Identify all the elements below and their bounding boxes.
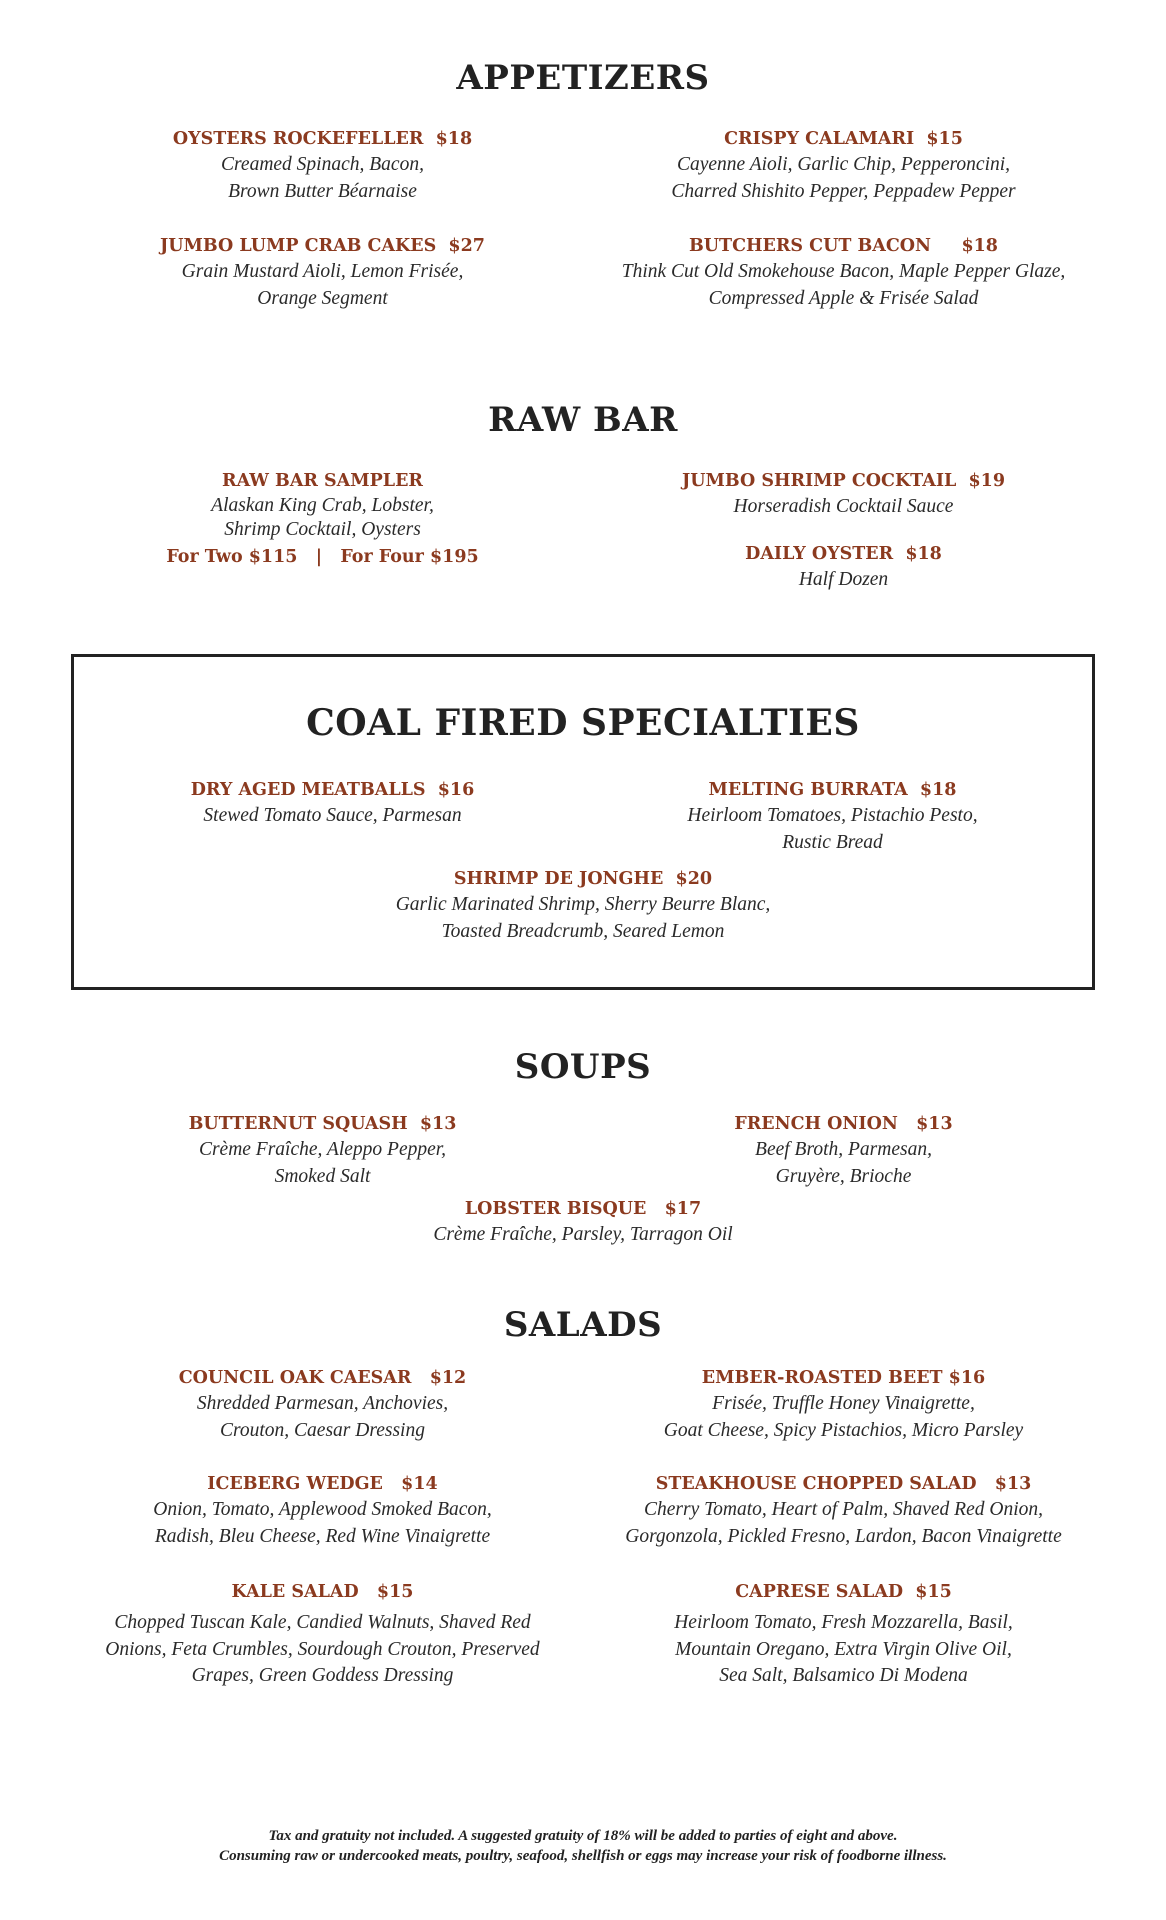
- item-name: SHRIMP DE JONGHE $20: [453, 869, 713, 889]
- item-description: Onions, Feta Crumbles, Sourdough Crouton, Preserved: [105, 1638, 540, 1660]
- item-description: Compressed Apple & Frisée Salad: [708, 287, 979, 309]
- item-name: CAPRESE SALAD $15: [735, 1582, 952, 1602]
- item-description: Crème Fraîche, Parsley, Tarragon Oil: [433, 1224, 733, 1245]
- item-name: BUTCHERS CUT BACON $18: [689, 236, 998, 256]
- item-description: Onion, Tomato, Applewood Smoked Bacon,: [153, 1499, 492, 1520]
- section-title-coal-fired-specialties: COAL FIRED SPECIALTIES: [306, 702, 860, 744]
- item-description: Gorgonzola, Pickled Fresno, Lardon, Bacon Vinaigrette: [625, 1525, 1062, 1547]
- menu-item-iceberg-wedge: [75, 1471, 570, 1550]
- item-description: Radish, Bleu Cheese, Red Wine Vinaigrette: [154, 1525, 491, 1547]
- item-description: Cherry Tomato, Heart of Palm, Shaved Red Onion,: [644, 1499, 1043, 1520]
- menu-item-raw-bar-sampler: [75, 468, 570, 570]
- item-name: BUTTERNUT SQUASH $13: [188, 1114, 457, 1134]
- item-description: Shredded Parmesan, Anchovies,: [196, 1393, 449, 1414]
- item-name: KALE SALAD $15: [231, 1582, 414, 1602]
- item-description: Stewed Tomato Sauce, Parmesan: [203, 805, 462, 826]
- item-description: Grain Mustard Aioli, Lemon Frisée,: [181, 261, 464, 282]
- item-description: Brown Butter Béarnaise: [228, 180, 417, 202]
- item-description: Heirloom Tomato, Fresh Mozzarella, Basil,: [674, 1612, 1013, 1633]
- menu-item-shrimp-de-jonghe: [283, 866, 883, 945]
- item-description: Shrimp Cocktail, Oysters: [224, 519, 421, 540]
- item-name: DRY AGED MEATBALLS $16: [190, 780, 475, 800]
- item-description: Charred Shishito Pepper, Peppadew Pepper: [671, 180, 1016, 202]
- item-name: JUMBO LUMP CRAB CAKES $27: [160, 236, 485, 256]
- menu-item-lobster-bisque: [283, 1196, 883, 1249]
- item-name: COUNCIL OAK CAESAR $12: [178, 1368, 467, 1388]
- item-description: Alaskan King Crab, Lobster,: [211, 495, 434, 516]
- section-title-soups: SOUPS: [514, 1047, 652, 1087]
- item-description: Grapes, Green Goddess Dressing: [191, 1665, 454, 1686]
- item-description: Half Dozen: [798, 569, 889, 590]
- menu-item-french-onion: [596, 1111, 1091, 1190]
- menu-item-crispy-calamari: [596, 126, 1091, 205]
- item-description: Beef Broth, Parmesan,: [755, 1139, 932, 1160]
- item-description: Heirloom Tomatoes, Pistachio Pesto,: [687, 805, 978, 826]
- item-name: RAW BAR SAMPLER: [222, 471, 423, 491]
- item-description: Think Cut Old Smokehouse Bacon, Maple Pepper Glaze,: [621, 261, 1066, 282]
- item-description: Orange Segment: [257, 287, 388, 309]
- menu-item-kale-salad: [75, 1579, 570, 1690]
- item-name: FRENCH ONION $13: [734, 1114, 953, 1134]
- item-description: Creamed Spinach, Bacon,: [221, 154, 424, 175]
- item-name: JUMBO SHRIMP COCKTAIL $19: [681, 471, 1006, 491]
- item-name: DAILY OYSTER $18: [745, 544, 942, 564]
- item-description: Crème Fraîche, Aleppo Pepper,: [198, 1139, 447, 1160]
- item-name: CRISPY CALAMARI $15: [724, 129, 963, 149]
- item-description: Mountain Oregano, Extra Virgin Olive Oil,: [675, 1638, 1012, 1660]
- menu-item-oysters-rockefeller: [75, 126, 570, 205]
- section-title-appetizers: APPETIZERS: [456, 58, 710, 98]
- menu-item-caprese-salad: [596, 1579, 1091, 1690]
- item-description: Horseradish Cocktail Sauce: [733, 496, 954, 517]
- menu-item-crab-cakes: [75, 233, 570, 312]
- menu-item-council-oak-caesar: [75, 1365, 570, 1444]
- item-name: OYSTERS ROCKEFELLER $18: [172, 129, 473, 149]
- item-name: LOBSTER BISQUE $17: [464, 1199, 702, 1219]
- item-description: Garlic Marinated Shrimp, Sherry Beurre Blanc,: [395, 894, 771, 915]
- menu-item-butternut-squash: [75, 1111, 570, 1190]
- menu-item-steakhouse-chopped-salad: [596, 1471, 1091, 1550]
- item-price-line: For Two $115 | For Four $195: [166, 547, 479, 567]
- item-name: STEAKHOUSE CHOPPED SALAD $13: [655, 1474, 1032, 1494]
- item-description: Frisée, Truffle Honey Vinaigrette,: [712, 1393, 975, 1414]
- item-description: Chopped Tuscan Kale, Candied Walnuts, Shaved Red: [114, 1612, 531, 1633]
- item-description: Goat Cheese, Spicy Pistachios, Micro Parsley: [663, 1419, 1024, 1441]
- menu-item-jumbo-shrimp-cocktail: [596, 468, 1091, 521]
- menu-item-butchers-cut-bacon: [596, 233, 1091, 312]
- item-description: Smoked Salt: [274, 1165, 371, 1187]
- section-title-raw-bar: RAW BAR: [488, 400, 678, 440]
- item-name: EMBER-ROASTED BEET $16: [701, 1368, 986, 1388]
- item-description: Gruyère, Brioche: [775, 1165, 912, 1187]
- section-title-salads: SALADS: [503, 1305, 663, 1345]
- item-name: MELTING BURRATA $18: [708, 780, 957, 800]
- health-warning: Consuming raw or undercooked meats, poultry, seafood, shellfish or eggs may increase your risk of foodborne illness.: [219, 1848, 947, 1864]
- item-name: ICEBERG WEDGE $14: [207, 1474, 438, 1494]
- item-description: Toasted Breadcrumb, Seared Lemon: [441, 920, 725, 942]
- item-description: Sea Salt, Balsamico Di Modena: [719, 1665, 968, 1686]
- menu-item-melting-burrata: [600, 777, 1065, 856]
- menu-item-dry-aged-meatballs: [100, 777, 565, 830]
- menu-item-daily-oyster: [596, 541, 1091, 594]
- item-description: Cayenne Aioli, Garlic Chip, Pepperoncini,: [676, 154, 1011, 175]
- menu-item-ember-roasted-beet: [596, 1365, 1091, 1444]
- item-description: Rustic Bread: [782, 831, 883, 853]
- gratuity-notice: Tax and gratuity not included. A suggested gratuity of 18% will be added to parties of eight and above.: [268, 1828, 898, 1844]
- item-description: Crouton, Caesar Dressing: [220, 1419, 425, 1441]
- footer-disclaimer: [0, 1826, 1166, 1866]
